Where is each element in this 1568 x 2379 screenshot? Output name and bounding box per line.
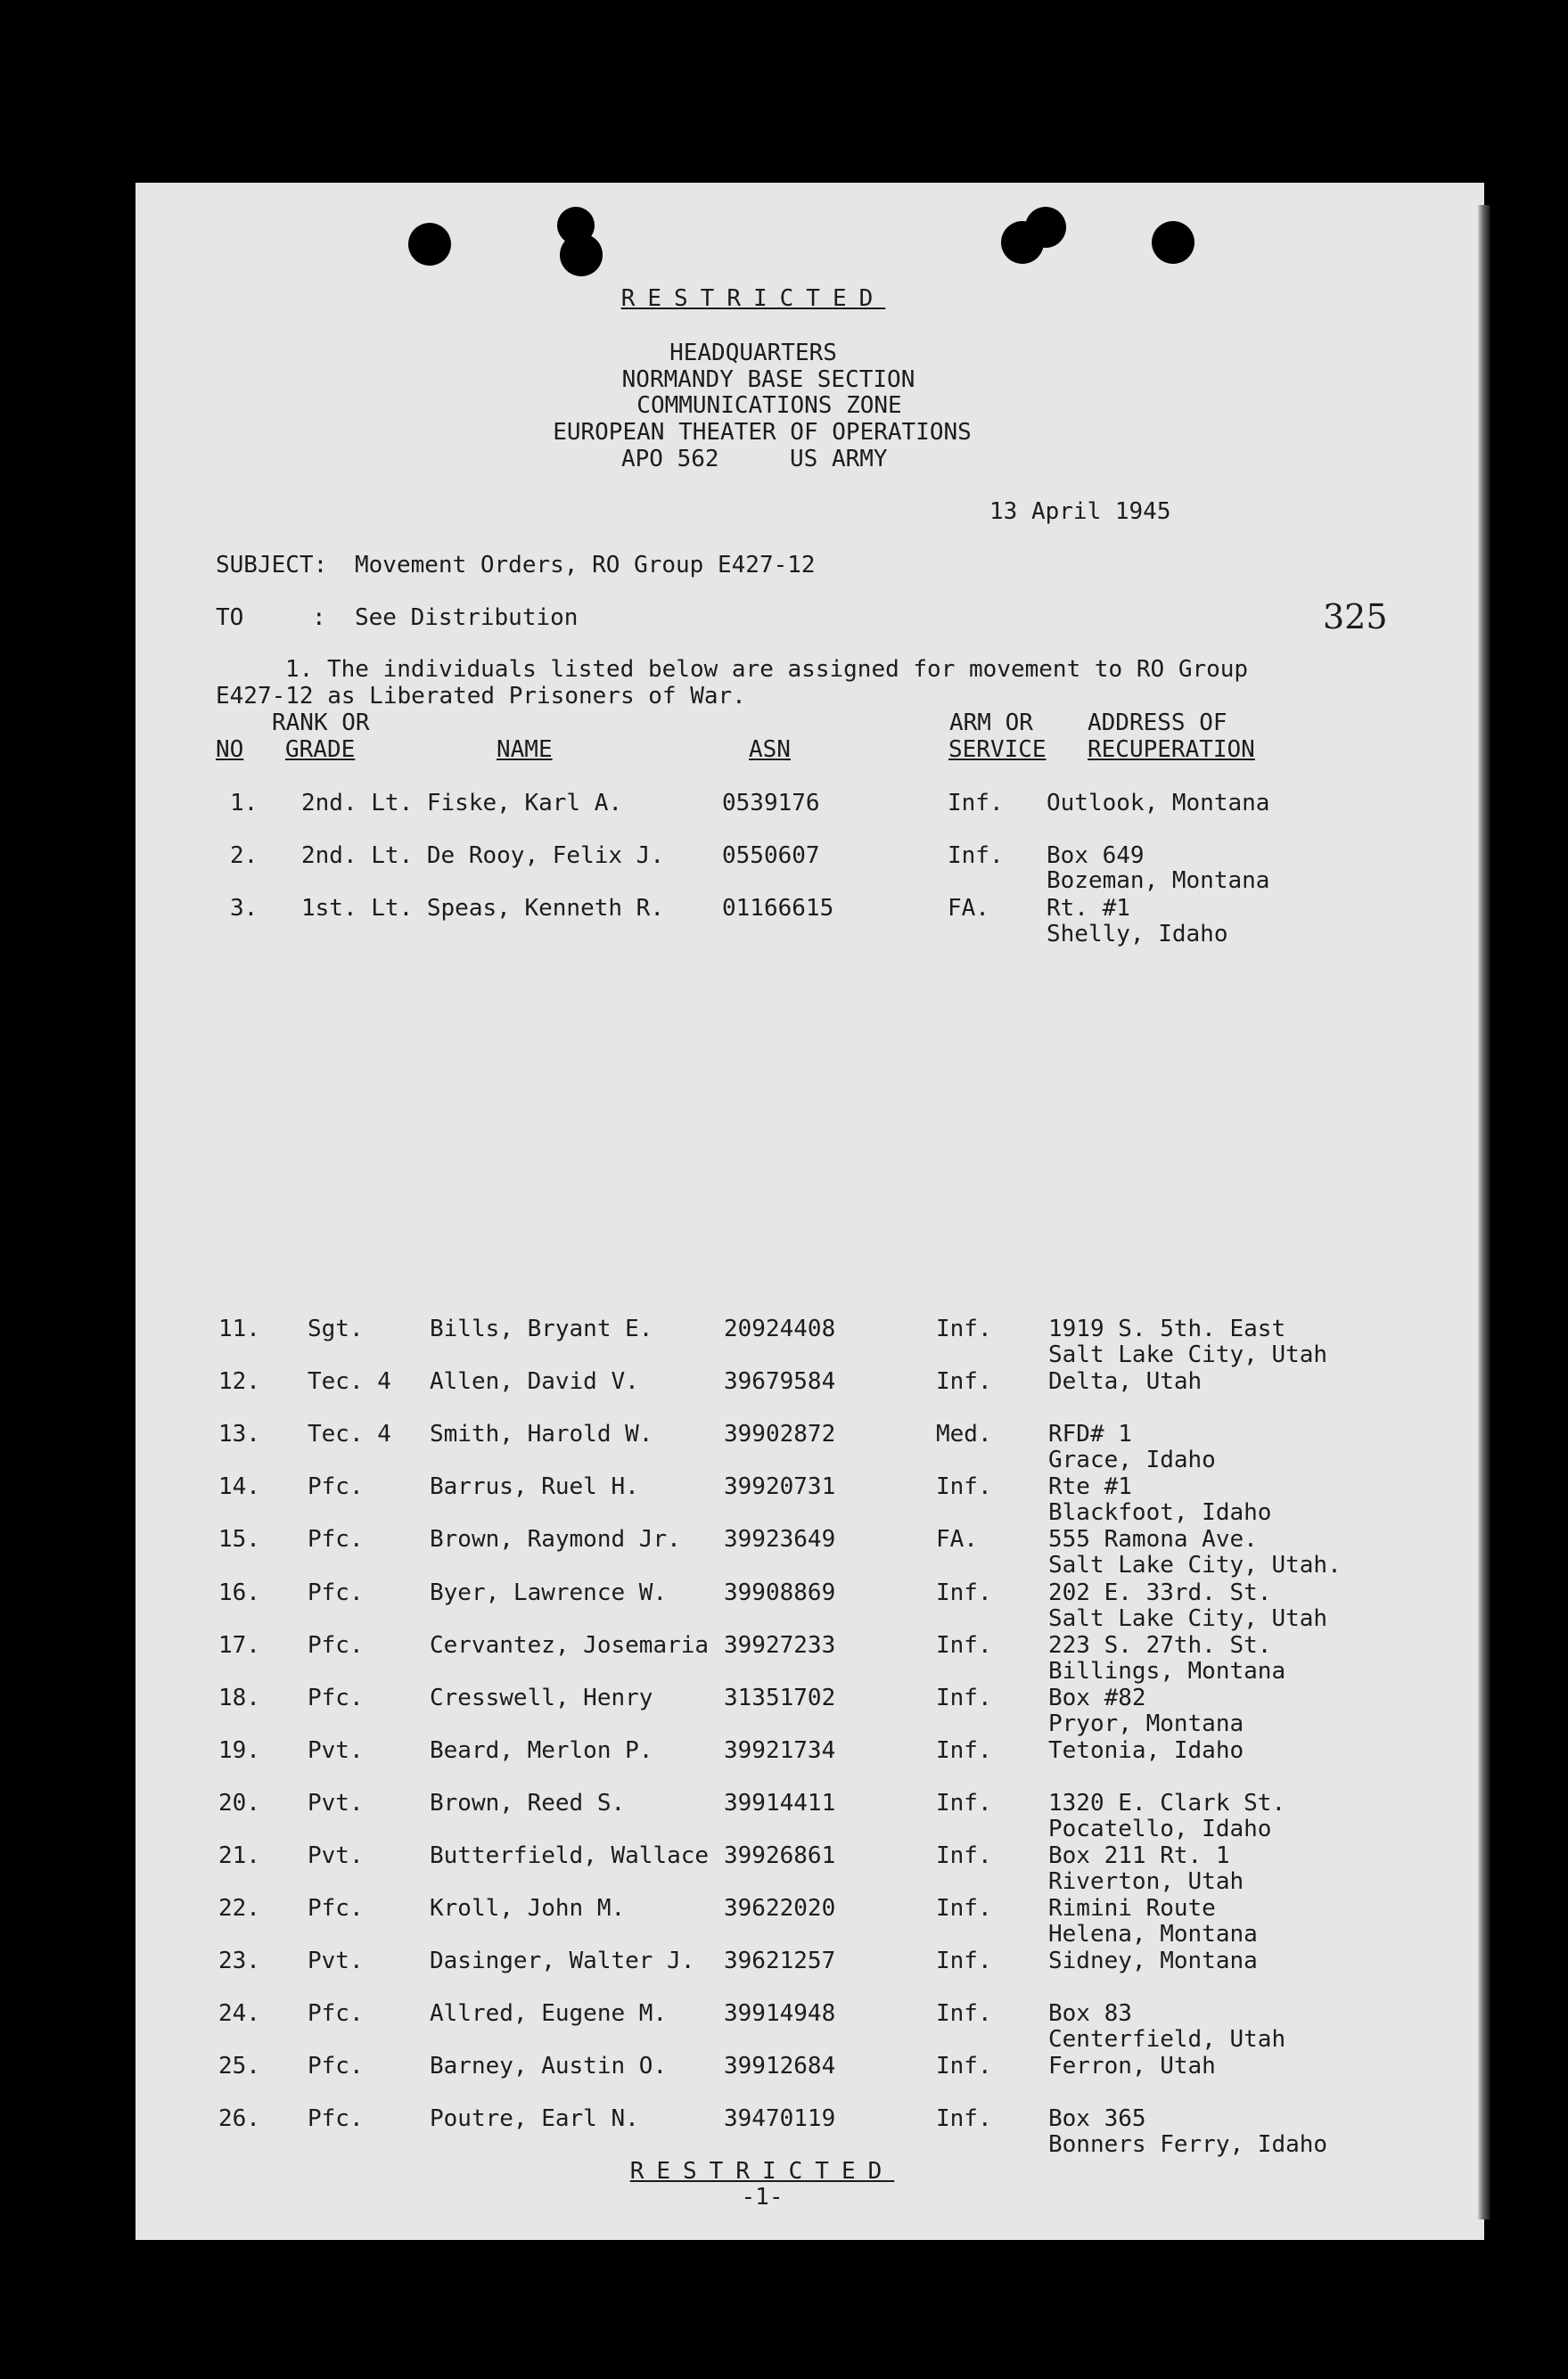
column-header-grade: GRADE <box>285 736 356 763</box>
column-header-recuperation: RECUPERATION <box>1088 736 1255 763</box>
apo-line: APO 562 <box>621 446 719 472</box>
subject-text: Movement Orders, RO Group E427-12 <box>355 552 816 578</box>
row-name: Barney, Austin O. <box>430 2053 668 2080</box>
row-number: 18. <box>218 1685 260 1711</box>
row-asn: 39622020 <box>724 1895 836 1922</box>
row-asn: 39679584 <box>724 1368 836 1395</box>
row-asn: 31351702 <box>724 1685 836 1711</box>
column-header-address-top: ADDRESS OF <box>1088 710 1227 736</box>
row-asn: 39926861 <box>724 1842 836 1869</box>
row-rank: Pfc. <box>308 2105 364 2132</box>
row-rank: Tec. 4 <box>308 1368 391 1395</box>
row-number: 14. <box>218 1473 260 1500</box>
row-asn: 39923649 <box>724 1526 836 1553</box>
row-address: Outlook, Montana <box>1047 790 1270 816</box>
row-number: 24. <box>218 2000 260 2027</box>
row-name: Barrus, Ruel H. <box>430 1473 639 1500</box>
row-address: Helena, Montana <box>1048 1921 1258 1948</box>
row-asn: 39920731 <box>724 1473 836 1500</box>
row-service: Med. <box>936 1421 992 1448</box>
row-address: Centerfield, Utah <box>1048 2026 1286 2053</box>
row-number: 22. <box>218 1895 260 1922</box>
row-rank-name: 2nd. Lt. Fiske, Karl A. <box>301 790 623 816</box>
row-asn: 39927233 <box>724 1632 836 1659</box>
org-line: COMMUNICATIONS ZONE <box>636 392 902 419</box>
row-service: Inf. <box>936 1948 992 1974</box>
row-rank: Pfc. <box>308 1579 364 1606</box>
row-asn: 0539176 <box>722 790 820 816</box>
row-service: Inf. <box>936 1842 992 1869</box>
row-address: Tetonia, Idaho <box>1048 1737 1244 1764</box>
row-rank: Pfc. <box>308 1895 364 1922</box>
row-rank: Pfc. <box>308 1473 364 1500</box>
row-asn: 39914411 <box>724 1790 836 1817</box>
row-name: Kroll, John M. <box>430 1895 626 1922</box>
row-name: Byer, Lawrence W. <box>430 1579 668 1606</box>
row-address: Rimini Route <box>1048 1895 1216 1922</box>
column-header-service: SERVICE <box>948 736 1047 763</box>
row-number: 13. <box>218 1421 260 1448</box>
row-rank: Tec. 4 <box>308 1421 391 1448</box>
row-service: Inf. <box>936 1632 992 1659</box>
row-name: Beard, Merlon P. <box>430 1737 653 1764</box>
row-name: Cervantez, Josemaria <box>430 1632 710 1659</box>
org-line: HEADQUARTERS <box>669 340 837 366</box>
row-name: Butterfield, Wallace <box>430 1842 710 1869</box>
to-text: See Distribution <box>355 604 579 631</box>
row-address: 1320 E. Clark St. <box>1048 1790 1286 1817</box>
row-name: Allen, David V. <box>430 1368 639 1395</box>
row-address: Shelly, Idaho <box>1047 921 1228 947</box>
row-name: Allred, Eugene M. <box>430 2000 668 2027</box>
row-asn: 39470119 <box>724 2105 836 2132</box>
row-service: Inf. <box>936 1316 992 1342</box>
column-header-asn: ASN <box>749 736 791 763</box>
row-service: Inf. <box>936 1473 992 1500</box>
row-service: FA. <box>948 895 989 922</box>
document-page <box>135 183 1484 2240</box>
row-address: Bozeman, Montana <box>1047 867 1270 894</box>
classification-header: RESTRICTED <box>620 285 886 312</box>
row-rank: Pfc. <box>308 1685 364 1711</box>
row-number: 19. <box>218 1737 260 1764</box>
row-asn: 01166615 <box>722 895 834 922</box>
row-name: Poutre, Earl N. <box>430 2105 639 2132</box>
row-number: 11. <box>218 1316 260 1342</box>
row-service: Inf. <box>936 1368 992 1395</box>
row-address: Box 365 <box>1048 2105 1146 2132</box>
row-name: Brown, Reed S. <box>430 1790 626 1817</box>
row-number: 20. <box>218 1790 260 1817</box>
subject-label: SUBJECT: <box>216 552 328 578</box>
row-rank: Pvt. <box>308 1790 364 1817</box>
row-address: Box 83 <box>1048 2000 1132 2027</box>
row-service: Inf. <box>936 1579 992 1606</box>
row-service: Inf. <box>948 790 1004 816</box>
row-address: Sidney, Montana <box>1048 1948 1258 1974</box>
row-address: Riverton, Utah <box>1048 1868 1244 1895</box>
punch-hole <box>1152 221 1194 264</box>
row-service: Inf. <box>936 1895 992 1922</box>
row-address: Salt Lake City, Utah <box>1048 1605 1328 1632</box>
row-number: 21. <box>218 1842 260 1869</box>
row-service: Inf. <box>936 2000 992 2027</box>
row-rank-name: 2nd. Lt. De Rooy, Felix J. <box>301 842 664 869</box>
row-rank: Pfc. <box>308 2053 364 2080</box>
row-asn: 39908869 <box>724 1579 836 1606</box>
row-rank: Pvt. <box>308 1737 364 1764</box>
row-address: Rte #1 <box>1048 1473 1132 1500</box>
row-rank: Pfc. <box>308 2000 364 2027</box>
row-name: Bills, Bryant E. <box>430 1316 653 1342</box>
row-rank: Sgt. <box>308 1316 364 1342</box>
row-number: 15. <box>218 1526 260 1553</box>
row-number: 17. <box>218 1632 260 1659</box>
row-service: Inf. <box>936 1790 992 1817</box>
row-address: Grace, Idaho <box>1048 1447 1216 1473</box>
row-number: 25. <box>218 2053 260 2080</box>
row-rank: Pfc. <box>308 1632 364 1659</box>
org-line: NORMANDY BASE SECTION <box>621 366 915 393</box>
punch-hole <box>1025 207 1066 248</box>
column-header-rank-top: RANK OR <box>272 710 370 736</box>
row-rank: Pfc. <box>308 1526 364 1553</box>
row-address: 1919 S. 5th. East <box>1048 1316 1286 1342</box>
document-date: 13 April 1945 <box>989 498 1171 525</box>
page-edge-shadow <box>1478 205 1490 2219</box>
row-rank-name: 1st. Lt. Speas, Kenneth R. <box>301 895 664 922</box>
row-number: 12. <box>218 1368 260 1395</box>
row-address: Billings, Montana <box>1048 1658 1286 1685</box>
row-name: Smith, Harold W. <box>430 1421 653 1448</box>
row-name: Cresswell, Henry <box>430 1685 653 1711</box>
page-footer-number: -1- <box>741 2184 784 2211</box>
column-header-arm-top: ARM OR <box>949 710 1033 736</box>
column-header-name: NAME <box>497 736 553 763</box>
row-asn: 39621257 <box>724 1948 836 1974</box>
row-service: FA. <box>936 1526 978 1553</box>
paragraph-line: 1. The individuals listed below are assigned for movement to RO Group <box>285 656 1249 683</box>
row-name: Dasinger, Walter J. <box>430 1948 695 1974</box>
row-address: 555 Ramona Ave. <box>1048 1526 1258 1553</box>
row-asn: 39902872 <box>724 1421 836 1448</box>
row-address: 202 E. 33rd. St. <box>1048 1579 1272 1606</box>
row-number: 2. <box>230 842 259 869</box>
row-address: Salt Lake City, Utah <box>1048 1341 1328 1368</box>
row-address: RFD# 1 <box>1048 1421 1132 1448</box>
row-address: 223 S. 27th. St. <box>1048 1632 1272 1659</box>
page-number: 325 <box>1323 597 1388 636</box>
row-address: Box #82 <box>1048 1685 1146 1711</box>
row-address: Salt Lake City, Utah. <box>1048 1552 1342 1579</box>
row-address: Pryor, Montana <box>1048 1710 1244 1737</box>
row-service: Inf. <box>936 1685 992 1711</box>
row-service: Inf. <box>936 2053 992 2080</box>
army-line: US ARMY <box>790 446 888 472</box>
paragraph-line: E427-12 as Liberated Prisoners of War. <box>216 683 746 710</box>
row-address: Ferron, Utah <box>1048 2053 1216 2080</box>
row-asn: 39914948 <box>724 2000 836 2027</box>
row-address: Box 649 <box>1047 842 1145 869</box>
row-service: Inf. <box>936 1737 992 1764</box>
row-number: 1. <box>230 790 259 816</box>
row-number: 23. <box>218 1948 260 1974</box>
row-rank: Pvt. <box>308 1948 364 1974</box>
punch-hole <box>408 223 451 266</box>
row-service: Inf. <box>948 842 1004 869</box>
row-number: 3. <box>230 895 259 922</box>
row-address: Rt. #1 <box>1047 895 1130 922</box>
row-service: Inf. <box>936 2105 992 2132</box>
row-asn: 20924408 <box>724 1316 836 1342</box>
org-line: EUROPEAN THEATER OF OPERATIONS <box>553 419 972 446</box>
row-address: Box 211 Rt. 1 <box>1048 1842 1230 1869</box>
row-address: Bonners Ferry, Idaho <box>1048 2131 1328 2158</box>
row-number: 26. <box>218 2105 260 2132</box>
row-address: Pocatello, Idaho <box>1048 1816 1272 1842</box>
row-address: Delta, Utah <box>1048 1368 1203 1395</box>
row-address: Blackfoot, Idaho <box>1048 1499 1272 1526</box>
punch-hole <box>560 234 603 276</box>
row-number: 16. <box>218 1579 260 1606</box>
row-asn: 39912684 <box>724 2053 836 2080</box>
row-asn: 39921734 <box>724 1737 836 1764</box>
row-asn: 0550607 <box>722 842 820 869</box>
column-header-no: NO <box>216 736 244 763</box>
classification-footer: RESTRICTED <box>629 2158 895 2185</box>
row-name: Brown, Raymond Jr. <box>430 1526 681 1553</box>
to-colon: : <box>312 604 326 631</box>
to-label: TO <box>216 604 244 631</box>
row-rank: Pvt. <box>308 1842 364 1869</box>
